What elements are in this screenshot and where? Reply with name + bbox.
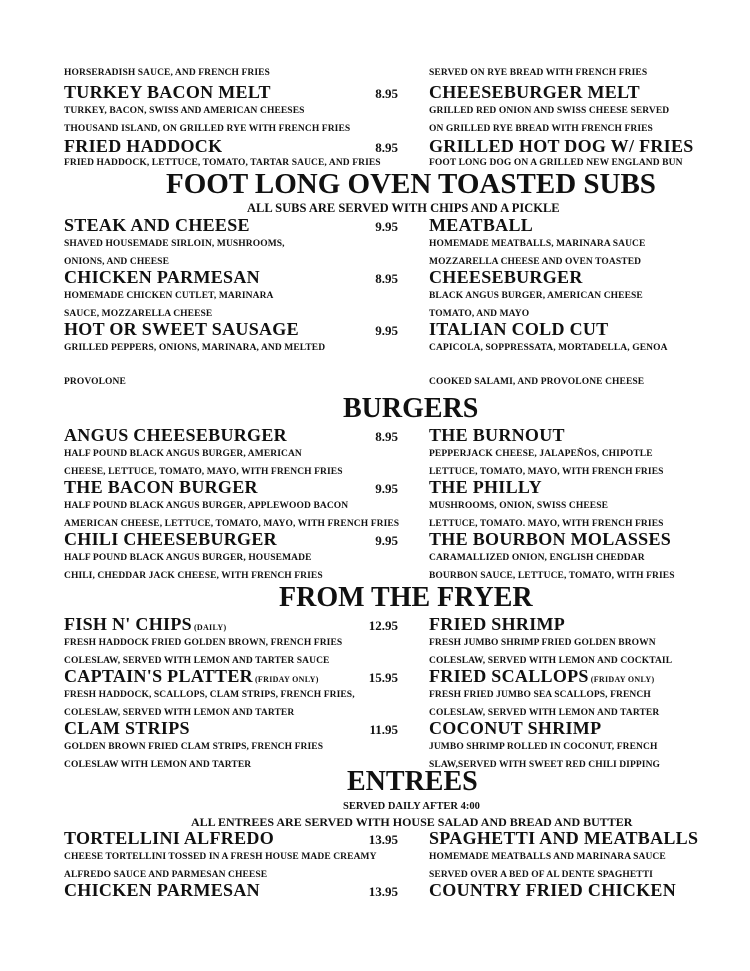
item-price: 8.95: [375, 271, 398, 286]
item-description: COLESLAW WITH LEMON AND TARTER: [64, 760, 252, 770]
menu-item-name: [64, 267, 260, 288]
item-price: 9.95: [375, 533, 398, 548]
subs-heading-wrap: [0, 168, 656, 204]
item-description: FRESH HADDOCK, SCALLOPS, CLAM STRIPS, FRENCH FRIES,: [64, 690, 355, 700]
item-description: CHEESE, LETTUCE, TOMATO, MAYO, WITH FRENCH FRIES: [64, 467, 343, 477]
fryer-right-column: [429, 614, 673, 774]
item-name: FRIED SHRIMP: [429, 614, 566, 634]
item-description: JUMBO SHRIMP ROLLED IN COCONUT, FRENCH: [429, 742, 658, 752]
item-price: 13.95: [368, 832, 398, 847]
item-description: FRESH JUMBO SHRIMP FRIED GOLDEN BROWN: [429, 638, 656, 648]
burgers-right-column: [429, 425, 675, 585]
item-description: MOZZARELLA CHEESE AND OVEN TOASTED: [429, 257, 642, 267]
menu-item-name: [429, 425, 565, 446]
item-note: (FRIDAY ONLY): [590, 675, 655, 684]
entrees-left-column: [64, 828, 410, 903]
item-name: THE BACON BURGER: [64, 477, 258, 497]
item-name: TORTELLINI ALFREDO: [64, 828, 274, 848]
entrees-right-column: [429, 828, 699, 903]
menu-item-name: [429, 136, 694, 157]
item-price: 9.95: [375, 219, 398, 234]
menu-item-name: [429, 614, 565, 635]
menu-item-name: [64, 215, 250, 236]
menu-item-name: [429, 666, 654, 687]
item-description: FRESH FRIED JUMBO SEA SCALLOPS, FRENCH: [429, 690, 651, 700]
item-description: COLESLAW, SERVED WITH LEMON AND COCKTAIL: [429, 656, 673, 666]
item-name: MEATBALL: [429, 215, 534, 235]
item-description: COLESLAW, SERVED WITH LEMON AND TARTER: [64, 708, 295, 718]
burgers-left-column: [64, 425, 410, 585]
entrees-subtitle-1: SERVED DAILY AFTER 4:00: [343, 801, 480, 812]
item-price: 8.95: [375, 86, 398, 101]
item-description: HALF POUND BLACK ANGUS BURGER, HOUSEMADE: [64, 553, 312, 563]
item-description: SERVED OVER A BED OF AL DENTE SPAGHETTI: [429, 870, 653, 880]
menu-item-name: [64, 614, 226, 635]
item-name: CLAM STRIPS: [64, 718, 190, 738]
menu-item-name: [64, 82, 271, 103]
item-description: ON GRILLED RYE BREAD WITH FRENCH FRIES: [429, 124, 653, 134]
menu-item-name: [429, 477, 542, 498]
menu-item-name: [64, 828, 274, 849]
item-name: THE BOURBON MOLASSES: [429, 529, 672, 549]
item-description: AMERICAN CHEESE, LETTUCE, TOMATO, MAYO, WITH FRENCH FRIES: [64, 519, 400, 529]
item-description: GOLDEN BROWN FRIED CLAM STRIPS, FRENCH FRIES: [64, 742, 324, 752]
menu-item-name: [429, 215, 533, 236]
item-description: FRIED HADDOCK, LETTUCE, TOMATO, TARTAR SAUCE, AND FRIES: [64, 158, 381, 168]
item-price: 11.95: [369, 722, 398, 737]
item-name: CHICKEN PARMESAN: [64, 880, 260, 900]
item-description: FOOT LONG DOG ON A GRILLED NEW ENGLAND BUN: [429, 158, 683, 168]
subs-left-column: [64, 215, 410, 390]
item-description: FRESH HADDOCK FRIED GOLDEN BROWN, FRENCH FRIES: [64, 638, 343, 648]
item-description: LETTUCE, TOMATO, MAYO, WITH FRENCH FRIES: [429, 467, 664, 477]
entrees-heading: ENTREES: [347, 766, 478, 797]
item-name: CHICKEN PARMESAN: [64, 267, 260, 287]
item-description: PROVOLONE: [64, 377, 126, 387]
item-name: FRIED HADDOCK: [64, 136, 223, 156]
item-description: COLESLAW, SERVED WITH LEMON AND TARTER SAUCE: [64, 656, 330, 666]
item-description: GRILLED PEPPERS, ONIONS, MARINARA, AND MELTED: [64, 343, 326, 353]
menu-item-name: [64, 880, 260, 901]
item-name: THE BURNOUT: [429, 425, 565, 445]
menu-item-name: [429, 82, 640, 103]
top-right-column: [429, 66, 694, 168]
subs-right-column: [429, 215, 668, 390]
item-name: STEAK AND CHEESE: [64, 215, 250, 235]
item-price: 13.95: [368, 884, 398, 899]
subs-heading: FOOT LONG OVEN TOASTED SUBS: [166, 168, 656, 200]
item-name: CAPTAIN'S PLATTER: [64, 666, 253, 686]
item-note: (FRIDAY ONLY): [254, 675, 319, 684]
subs-subtitle: ALL SUBS ARE SERVED WITH CHIPS AND A PICKLE: [247, 201, 560, 215]
item-name: COCONUT SHRIMP: [429, 718, 602, 738]
menu-item-name: [429, 828, 698, 849]
item-description: HALF POUND BLACK ANGUS BURGER, APPLEWOOD BACON: [64, 501, 349, 511]
item-description: SAUCE, MOZZARELLA CHEESE: [64, 309, 213, 319]
menu-item-name: [429, 267, 583, 288]
menu-item-name: [429, 880, 676, 901]
item-price: 12.95: [368, 618, 398, 633]
item-description: GRILLED RED ONION AND SWISS CHEESE SERVED: [429, 106, 670, 116]
item-name: FRIED SCALLOPS: [429, 666, 589, 686]
item-description: COLESLAW, SERVED WITH LEMON AND TARTER: [429, 708, 660, 718]
item-price: 9.95: [375, 481, 398, 496]
item-description: CARAMALLIZED ONION, ENGLISH CHEDDAR: [429, 553, 645, 563]
item-description: PEPPERJACK CHEESE, JALAPEÑOS, CHIPOTLE: [429, 449, 653, 459]
item-description: SERVED ON RYE BREAD WITH FRENCH FRIES: [429, 68, 648, 78]
fryer-left-column: [64, 614, 410, 774]
item-description: CAPICOLA, SOPPRESSATA, MORTADELLA, GENOA: [429, 343, 668, 353]
item-description: HOMEMADE MEATBALLS AND MARINARA SAUCE: [429, 852, 666, 862]
item-description: SHAVED HOUSEMADE SIRLOIN, MUSHROOMS,: [64, 239, 285, 249]
item-name: THE PHILLY: [429, 477, 542, 497]
item-name: FISH N' CHIPS: [64, 614, 192, 634]
item-price: 8.95: [375, 429, 398, 444]
item-note: (DAILY): [193, 623, 227, 632]
menu-item-name: [64, 477, 258, 498]
menu-item-name: [429, 319, 609, 340]
item-description: THOUSAND ISLAND, ON GRILLED RYE WITH FRENCH FRIES: [64, 124, 351, 134]
item-description: CHILI, CHEDDAR JACK CHEESE, WITH FRENCH FRIES: [64, 571, 323, 581]
item-name: HOT OR SWEET SAUSAGE: [64, 319, 299, 339]
item-description: TURKEY, BACON, SWISS AND AMERICAN CHEESES: [64, 106, 305, 116]
item-description: ONIONS, AND CHEESE: [64, 257, 170, 267]
item-name: TURKEY BACON MELT: [64, 82, 271, 102]
fryer-heading: FROM THE FRYER: [279, 582, 533, 613]
item-description: COOKED SALAMI, AND PROVOLONE CHEESE: [429, 377, 645, 387]
item-description: CHEESE TORTELLINI TOSSED IN A FRESH HOUSE MADE CREAMY: [64, 852, 377, 862]
item-description: BLACK ANGUS BURGER, AMERICAN CHEESE: [429, 291, 643, 301]
entrees-subtitle-2: ALL ENTREES ARE SERVED WITH HOUSE SALAD AND BREAD AND BUTTER: [191, 815, 633, 829]
item-price: 15.95: [368, 670, 398, 685]
item-description: LETTUCE, TOMATO. MAYO, WITH FRENCH FRIES: [429, 519, 664, 529]
item-description: HORSERADISH SAUCE, AND FRENCH FRIES: [64, 68, 270, 78]
item-description: HALF POUND BLACK ANGUS BURGER, AMERICAN: [64, 449, 302, 459]
item-name: SPAGHETTI AND MEATBALLS: [429, 828, 699, 848]
item-description: BOURBON SAUCE, LETTUCE, TOMATO, WITH FRIES: [429, 571, 675, 581]
item-name: ANGUS CHEESEBURGER: [64, 425, 287, 445]
item-price: 9.95: [375, 323, 398, 338]
item-name: CHILI CHEESEBURGER: [64, 529, 277, 549]
item-description: ALFREDO SAUCE AND PARMESAN CHEESE: [64, 870, 268, 880]
item-price: 8.95: [375, 140, 398, 155]
item-name: CHEESEBURGER: [429, 267, 583, 287]
item-description: HOMEMADE CHICKEN CUTLET, MARINARA: [64, 291, 274, 301]
item-name: CHEESEBURGER MELT: [429, 82, 640, 102]
menu-item-name: [64, 319, 299, 340]
menu-item-name: [429, 529, 671, 550]
item-description: SLAW,SERVED WITH SWEET RED CHILI DIPPING: [429, 760, 661, 770]
menu-item-name: [64, 136, 222, 157]
item-description: HOMEMADE MEATBALLS, MARINARA SAUCE: [429, 239, 646, 249]
menu-item-name: [64, 529, 277, 550]
burgers-heading: BURGERS: [343, 393, 479, 424]
menu-item-name: [64, 666, 319, 687]
menu-item-name: [64, 425, 287, 446]
item-description: MUSHROOMS, ONION, SWISS CHEESE: [429, 501, 609, 511]
item-name: ITALIAN COLD CUT: [429, 319, 609, 339]
item-name: COUNTRY FRIED CHICKEN: [429, 880, 677, 900]
item-description: TOMATO, AND MAYO: [429, 309, 530, 319]
menu-item-name: [64, 718, 190, 739]
item-name: GRILLED HOT DOG W/ FRIES: [429, 136, 694, 156]
top-left-column: [64, 66, 410, 166]
menu-item-name: [429, 718, 601, 739]
